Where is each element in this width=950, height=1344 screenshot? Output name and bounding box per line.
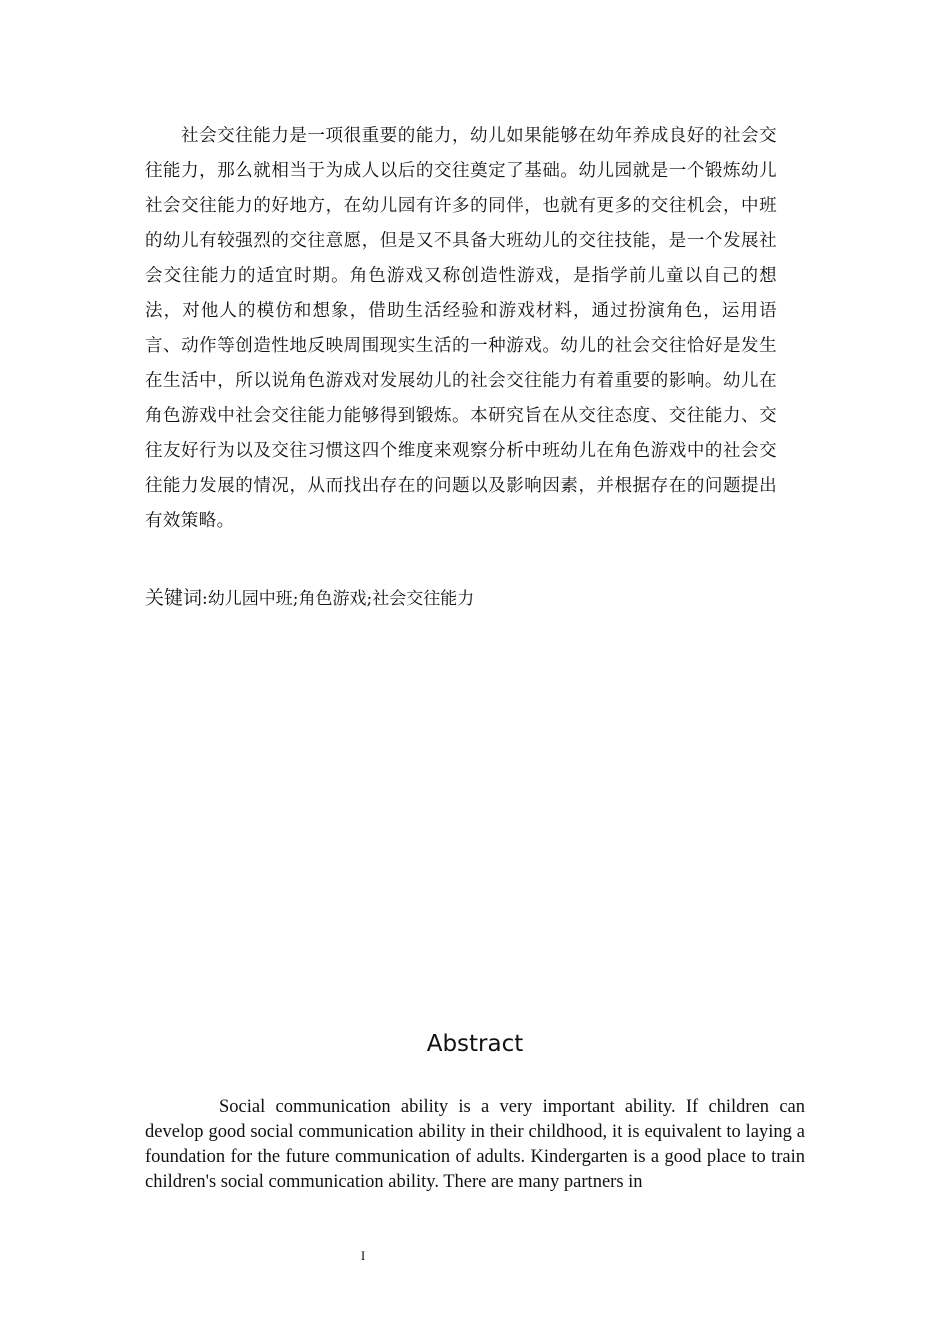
- english-abstract-paragraph: Social communication ability is a very important ability. If children can develop good social communication ability in their childhood, it is equivalent to laying a foundation for the future communication of adults. Kindergarten is a good place to train children's social communication ability. There are many partners in: [145, 1097, 805, 1192]
- chinese-abstract-paragraph: 社会交往能力是一项很重要的能力，幼儿如果能够在幼年养成良好的社会交往能力，那么就相当于为成人以后的交往奠定了基础。幼儿园就是一个锻炼幼儿社会交往能力的好地方，在幼儿园有许多的同伴，也就有更多的交往机会，中班的幼儿有较强烈的交往意愿，但是又不具备大班幼儿的交往技能，是一个发展社会交往能力的适宜时期。角色游戏又称创造性游戏，是指学前儿童以自己的想法，对他人的模仿和想象，借助生活经验和游戏材料，通过扮演角色，运用语言、动作等创造性地反映周围现实生活的一种游戏。幼儿的社会交往恰好是发生在生活中，所以说角色游戏对发展幼儿的社会交往能力有着重要的影响。幼儿在角色游戏中社会交往能力能够得到锻炼。本研究旨在从交往态度、交往能力、交往友好行为以及交往习惯这四个维度来观察分析中班幼儿在角色游戏中的社会交往能力发展的情况，从而找出存在的问题以及影响因素，并根据存在的问题提出有效策略。: [145, 126, 777, 531]
- keywords-label: 关键词: [145, 587, 203, 609]
- keywords-value: 幼儿园中班;角色游戏;社会交往能力: [207, 589, 475, 609]
- keywords-separator: :: [202, 589, 208, 609]
- abstract-heading: Abstract: [426, 1031, 524, 1057]
- page-number: I: [360, 1248, 366, 1263]
- keywords-line: [145, 583, 777, 614]
